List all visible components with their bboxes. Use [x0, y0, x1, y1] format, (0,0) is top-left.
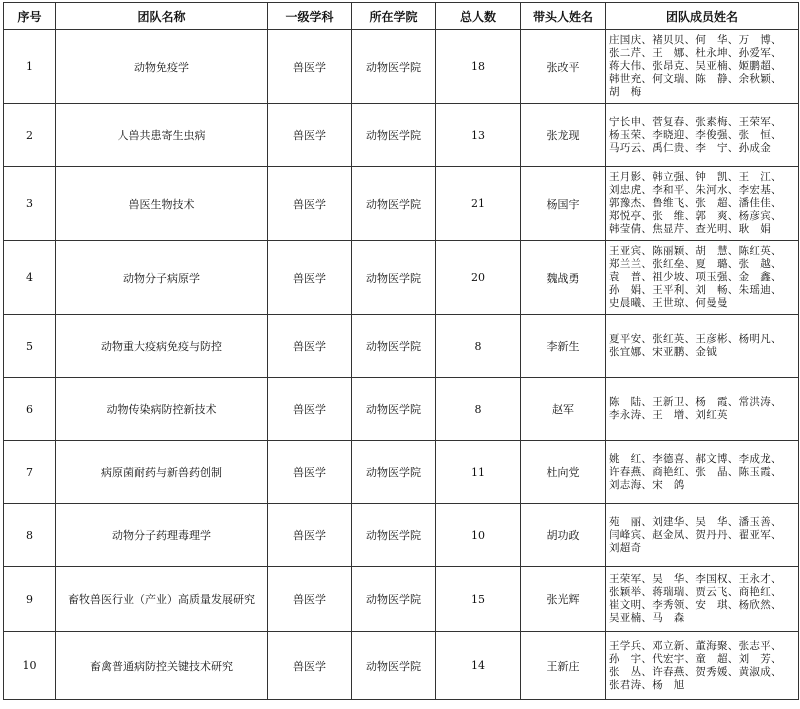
row-total: 8: [436, 315, 521, 378]
table-row: [4, 504, 799, 567]
header-members: 团队成员姓名: [606, 3, 799, 30]
row-index: 4: [4, 241, 56, 315]
member-line: 韩世充、何文瑞、陈 静、余秋颖、: [609, 73, 782, 85]
table-row: [4, 315, 799, 378]
row-members: [606, 504, 799, 567]
header-leader: 带头人姓名: [521, 3, 606, 30]
row-leader: 胡功政: [521, 504, 606, 567]
row-team-name: 动物免疫学: [56, 30, 268, 104]
row-index: 10: [4, 632, 56, 700]
row-total: 10: [436, 504, 521, 567]
row-college: 动物医学院: [352, 632, 436, 700]
row-team-name: 动物重大疫病免疫与防控: [56, 315, 268, 378]
row-index: 7: [4, 441, 56, 504]
member-line: 王荣军、吴 华、李国权、王永才、: [609, 573, 782, 585]
row-members: [606, 167, 799, 241]
row-leader: 王新庄: [521, 632, 606, 700]
row-discipline: 兽医学: [268, 567, 352, 632]
row-total: 18: [436, 30, 521, 104]
row-index: 8: [4, 504, 56, 567]
row-team-name: 动物分子病原学: [56, 241, 268, 315]
row-team-name: 病原菌耐药与新兽药创制: [56, 441, 268, 504]
row-college: 动物医学院: [352, 567, 436, 632]
row-team-name: 动物传染病防控新技术: [56, 378, 268, 441]
row-discipline: 兽医学: [268, 241, 352, 315]
member-line: 宁长申、菅复春、张素梅、王荣军、: [609, 115, 782, 128]
row-total: 11: [436, 441, 521, 504]
row-college: 动物医学院: [352, 30, 436, 104]
row-discipline: 兽医学: [268, 104, 352, 167]
row-index: 5: [4, 315, 56, 378]
row-college: 动物医学院: [352, 167, 436, 241]
row-leader: 张光辉: [521, 567, 606, 632]
member-line: 吴亚楠、马 森: [609, 612, 685, 624]
table-row: [4, 378, 799, 441]
row-discipline: 兽医学: [268, 504, 352, 567]
table-row: [4, 632, 799, 700]
header-row: [4, 3, 799, 30]
member-line: 孙 宇、代宏宇、童 超、刘 芳、: [609, 652, 782, 665]
table-row: [4, 567, 799, 632]
member-line: 李永涛、王 增、刘红英: [609, 409, 728, 421]
row-discipline: 兽医学: [268, 441, 352, 504]
row-leader: 魏战勇: [521, 241, 606, 315]
member-line: 张 丛、许春燕、贺秀媛、黄淑成、: [609, 665, 782, 678]
row-members: [606, 632, 799, 700]
row-total: 13: [436, 104, 521, 167]
member-line: 张二芹、王 娜、杜永坤、孙爱军、: [609, 47, 782, 59]
table-row: [4, 441, 799, 504]
member-line: 苑 丽、刘建华、吴 华、潘玉善、: [609, 515, 782, 528]
member-line: 王月影、韩立强、钟 凯、王 江、: [609, 171, 782, 183]
row-members: [606, 567, 799, 632]
row-team-name: 畜禽普通病防控关键技术研究: [56, 632, 268, 700]
table-row: [4, 241, 799, 315]
row-college: 动物医学院: [352, 378, 436, 441]
row-discipline: 兽医学: [268, 632, 352, 700]
member-line: 史晨曦、王世琼、何曼曼: [609, 297, 728, 309]
row-members: [606, 30, 799, 104]
row-members: [606, 104, 799, 167]
member-line: 郑悦亭、张 维、郭 爽、杨彦宾、: [609, 210, 782, 222]
header-team-name: 团队名称: [56, 3, 268, 30]
row-discipline: 兽医学: [268, 378, 352, 441]
row-members: [606, 378, 799, 441]
row-members: [606, 241, 799, 315]
row-team-name: 人兽共患寄生虫病: [56, 104, 268, 167]
table-row: [4, 167, 799, 241]
header-college: 所在学院: [352, 3, 436, 30]
row-index: 3: [4, 167, 56, 241]
row-total: 14: [436, 632, 521, 700]
member-line: 王学兵、邓立新、董海聚、张志平、: [609, 639, 782, 652]
member-line: 郭豫杰、鲁维飞、张 超、潘佳佳、: [609, 197, 782, 209]
member-line: 夏平安、张红英、王彦彬、杨明凡、: [609, 333, 782, 345]
row-team-name: 兽医生物技术: [56, 167, 268, 241]
member-line: 韩莹倩、焦显芹、查光明、耿 娟: [609, 223, 771, 235]
header-discipline: 一级学科: [268, 3, 352, 30]
member-line: 王亚宾、陈丽颖、胡 慧、陈红英、: [609, 245, 782, 257]
table-row: [4, 30, 799, 104]
member-line: 崔文明、李秀领、安 琪、杨欣然、: [609, 599, 782, 611]
row-leader: 赵军: [521, 378, 606, 441]
member-line: 蒋大伟、张昂克、吴亚楠、姬鹏超、: [609, 60, 782, 72]
row-college: 动物医学院: [352, 315, 436, 378]
member-line: 刘忠虎、李和平、朱河水、李宏基、: [609, 184, 782, 196]
member-line: 刘超奇: [609, 541, 642, 554]
member-line: 庄国庆、褚贝贝、何 华、万 博、: [609, 34, 782, 46]
row-leader: 张改平: [521, 30, 606, 104]
row-total: 20: [436, 241, 521, 315]
row-index: 1: [4, 30, 56, 104]
teams-table: [3, 2, 799, 700]
header-index: 序号: [4, 3, 56, 30]
row-leader: 杨国宇: [521, 167, 606, 241]
row-index: 6: [4, 378, 56, 441]
member-line: 陈 陆、王新卫、杨 霞、常洪涛、: [609, 396, 782, 408]
member-line: 胡 梅: [609, 86, 642, 98]
row-leader: 李新生: [521, 315, 606, 378]
row-total: 15: [436, 567, 521, 632]
member-line: 张宜娜、宋亚鹏、金钺: [609, 346, 717, 358]
member-line: 张君涛、杨 旭: [609, 678, 685, 691]
row-team-name: 动物分子药理毒理学: [56, 504, 268, 567]
member-line: 许春燕、商艳红、张 晶、陈玉霞、: [609, 465, 782, 478]
row-leader: 张龙现: [521, 104, 606, 167]
table-body: [4, 30, 799, 700]
row-college: 动物医学院: [352, 504, 436, 567]
member-line: 刘志海、宋 鸽: [609, 478, 685, 491]
table-row: [4, 104, 799, 167]
row-index: 9: [4, 567, 56, 632]
member-line: 郑兰兰、张红垒、夏 璐、张 越、: [609, 258, 782, 270]
row-leader: 杜向党: [521, 441, 606, 504]
row-members: [606, 315, 799, 378]
member-line: 姚 红、李德喜、郝文博、李成龙、: [609, 452, 782, 465]
row-members: [606, 441, 799, 504]
row-discipline: 兽医学: [268, 30, 352, 104]
row-team-name: 畜牧兽医行业（产业）高质量发展研究: [56, 567, 268, 632]
row-index: 2: [4, 104, 56, 167]
row-college: 动物医学院: [352, 241, 436, 315]
member-line: 孙 娟、王平利、刘 畅、朱瑶迪、: [609, 284, 782, 296]
row-discipline: 兽医学: [268, 167, 352, 241]
member-line: 杨玉荣、李晓迎、李俊强、张 恒、: [609, 128, 782, 141]
header-total: 总人数: [436, 3, 521, 30]
member-line: 张颖举、蒋瑞瑞、贾云飞、商艳红、: [609, 586, 782, 598]
row-total: 21: [436, 167, 521, 241]
member-line: 闫峰宾、赵金凤、贺丹丹、翟亚军、: [609, 528, 782, 541]
row-total: 8: [436, 378, 521, 441]
row-college: 动物医学院: [352, 104, 436, 167]
member-line: 马巧云、禹仁贵、李 宁、孙成金: [609, 141, 771, 154]
member-line: 袁 普、祖少坡、项玉强、金 鑫、: [609, 271, 782, 283]
row-discipline: 兽医学: [268, 315, 352, 378]
row-college: 动物医学院: [352, 441, 436, 504]
